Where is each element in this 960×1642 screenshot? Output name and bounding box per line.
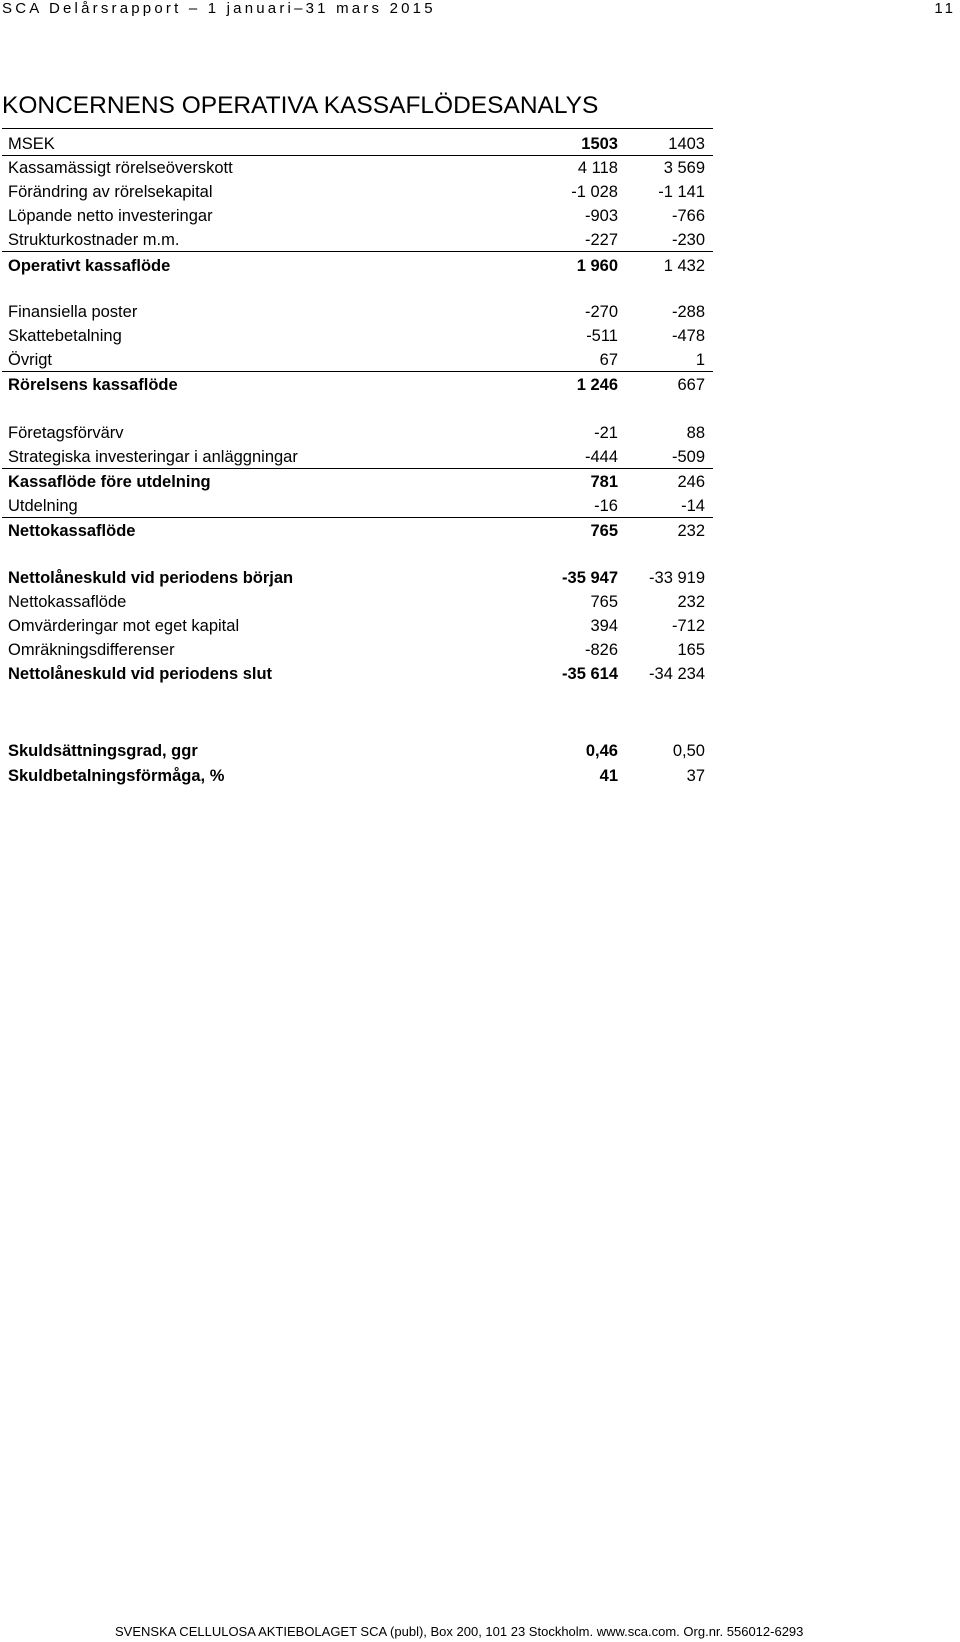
row-value-current: -444: [584, 448, 618, 466]
row-value-prior: 37: [686, 767, 705, 785]
table-top-rule: [2, 128, 713, 129]
row-value-prior: 88: [686, 424, 705, 442]
table-row: [0, 229, 713, 251]
row-value-prior: -34 234: [649, 665, 705, 683]
row-value-current: 394: [590, 617, 618, 635]
row-value-prior: -1 141: [658, 183, 705, 201]
row-label: Företagsförvärv: [8, 424, 124, 442]
table-row: [0, 301, 713, 323]
table-row: [0, 205, 713, 227]
row-value-prior: -509: [671, 448, 705, 466]
row-label: Förändring av rörelsekapital: [8, 183, 213, 201]
row-value-current: 1 960: [576, 257, 618, 275]
row-label: Nettolåneskuld vid periodens början: [8, 569, 294, 587]
row-label: Strukturkostnader m.m.: [8, 231, 180, 249]
row-value-current: -1 028: [571, 183, 618, 201]
table-row-subtotal: [0, 255, 713, 277]
table-row: [0, 639, 713, 661]
row-value-prior: -712: [671, 617, 705, 635]
row-value-prior: 0,50: [672, 742, 705, 760]
row-value-current: 765: [590, 522, 618, 540]
table-row: [0, 495, 713, 517]
row-value-prior: 232: [677, 522, 705, 540]
table-row-subtotal: [0, 374, 713, 396]
subtotal-rule: [2, 517, 713, 518]
table-row: [0, 591, 713, 613]
table-row-subtotal: [0, 567, 713, 589]
row-value-current: 67: [599, 351, 618, 369]
page-title: KONCERNENS OPERATIVA KASSAFLÖDESANALYS: [2, 92, 599, 119]
row-value-current: 0,46: [585, 742, 618, 760]
row-label: Skuldbetalningsförmåga, %: [8, 767, 225, 785]
subtotal-rule: [2, 251, 713, 252]
table-row: [0, 349, 713, 371]
row-label: Nettokassaflöde: [8, 593, 127, 611]
subtotal-rule: [2, 468, 713, 469]
row-value-current: 41: [599, 767, 618, 785]
row-value-prior: -478: [671, 327, 705, 345]
row-label: Omvärderingar mot eget kapital: [8, 617, 240, 635]
row-value-current: -826: [584, 641, 618, 659]
row-label: Nettolåneskuld vid periodens slut: [8, 665, 273, 683]
row-label: Finansiella poster: [8, 303, 138, 321]
header-rule: [2, 155, 713, 156]
row-value-prior: -766: [671, 207, 705, 225]
row-value-current: -270: [584, 303, 618, 321]
row-value-current: -227: [584, 231, 618, 249]
column-header-prior: 1403: [668, 135, 705, 153]
row-value-current: 1 246: [576, 376, 618, 394]
subtotal-rule: [2, 371, 713, 372]
row-value-current: 765: [590, 593, 618, 611]
row-label: Kassamässigt rörelseöverskott: [8, 159, 233, 177]
table-row-ratio: [0, 765, 713, 787]
table-row: [0, 615, 713, 637]
row-value-prior: 165: [677, 641, 705, 659]
row-label: Övrigt: [8, 351, 53, 369]
row-label: Operativt kassaflöde: [8, 257, 171, 275]
row-value-prior: -230: [671, 231, 705, 249]
page-header: [0, 0, 960, 20]
row-label: Utdelning: [8, 497, 78, 515]
row-value-current: -903: [584, 207, 618, 225]
page-number: 11: [934, 0, 956, 17]
row-value-prior: 246: [677, 473, 705, 491]
table-row-ratio: [0, 740, 713, 762]
row-label: Skuldsättningsgrad, ggr: [8, 742, 198, 760]
table-row: [0, 422, 713, 444]
column-header-label: MSEK: [8, 135, 55, 153]
column-header-current: 1503: [581, 135, 618, 153]
page-footer: SVENSKA CELLULOSA AKTIEBOLAGET SCA (publ), Box 200, 101 23 Stockholm. www.sca.com. Org.nr. 556012-6293: [115, 1624, 804, 1639]
row-value-prior: -288: [671, 303, 705, 321]
table-row-subtotal: [0, 520, 713, 542]
table-row-subtotal: [0, 471, 713, 493]
row-label: Skattebetalning: [8, 327, 122, 345]
row-label: Rörelsens kassaflöde: [8, 376, 178, 394]
row-label: Strategiska investeringar i anläggningar: [8, 448, 298, 466]
row-value-prior: 1: [695, 351, 705, 369]
row-label: Nettokassaflöde: [8, 522, 136, 540]
row-value-current: -21: [594, 424, 618, 442]
row-value-current: 4 118: [577, 159, 618, 177]
row-value-prior: 232: [677, 593, 705, 611]
row-value-prior: -33 919: [649, 569, 705, 587]
row-value-current: -16: [594, 497, 618, 515]
row-value-current: -35 614: [562, 665, 618, 683]
row-value-current: 781: [590, 473, 618, 491]
table-row: [0, 446, 713, 468]
row-value-prior: 667: [677, 376, 705, 394]
row-value-prior: -14: [681, 497, 705, 515]
table-row-subtotal: [0, 663, 713, 685]
column-header-row: [0, 133, 713, 155]
row-label: Kassaflöde före utdelning: [8, 473, 211, 491]
row-value-current: -511: [586, 327, 618, 345]
row-label: Löpande netto investeringar: [8, 207, 213, 225]
table-row: [0, 181, 713, 203]
table-row: [0, 325, 713, 347]
row-value-prior: 1 432: [663, 257, 705, 275]
row-value-current: -35 947: [562, 569, 618, 587]
row-label: Omräkningsdifferenser: [8, 641, 175, 659]
report-title: SCA Delårsrapport – 1 januari–31 mars 2015: [2, 0, 436, 17]
table-row: [0, 157, 713, 179]
row-value-prior: 3 569: [663, 159, 705, 177]
